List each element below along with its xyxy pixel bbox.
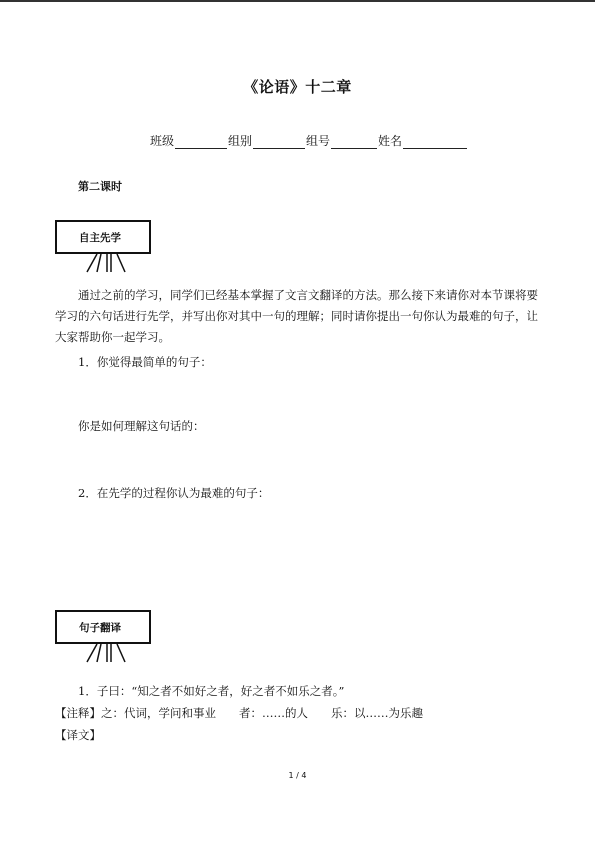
lesson-heading: 第二课时 [78,180,122,193]
student-info-row [150,132,468,149]
intro-paragraph: 通过之前的学习，同学们已经基本掌握了文言文翻译的方法。那么接下来请你对本节课将要学习的六句话进行先学，并写出你对其中一句的理解；同时请你提出一句你认为最难的句子，让大家帮助你一起学习。 [55,288,538,344]
top-rule [0,0,595,2]
easel-legs-icon [83,254,129,274]
question-1: 1．你觉得最简单的句子： [78,355,212,369]
page-title: 《论语》十二章 [243,78,352,96]
class-blank[interactable] [175,136,227,149]
group-blank[interactable] [253,136,305,149]
number-label: 组号 [306,134,331,148]
translation-label: 【译文】 [55,728,101,742]
section-board-self-study [55,220,155,278]
class-label: 班级 [150,134,175,148]
section-label-self-study: 自主先学 [55,220,151,254]
section-board-translation [55,610,155,668]
annotation-line [55,705,423,721]
section-label-translation: 句子翻译 [55,610,151,644]
number-blank[interactable] [331,136,377,149]
name-blank[interactable] [403,136,467,149]
question-1-follow: 你是如何理解这句话的： [78,419,205,433]
annotation-text: 之：代词，学问和事业 者：……的人 乐：以……为乐趣 [101,706,423,720]
annotation-label: 【注释】 [55,706,101,720]
easel-legs-icon [83,644,129,664]
translation-item-1: 1．子曰：“知之者不如好之者，好之者不如乐之者。” [78,684,345,698]
group-label: 组别 [228,134,253,148]
question-2: 2．在先学的过程你认为最难的句子： [78,486,270,500]
page-number: 1 / 4 [288,771,307,780]
name-label: 姓名 [378,134,403,148]
